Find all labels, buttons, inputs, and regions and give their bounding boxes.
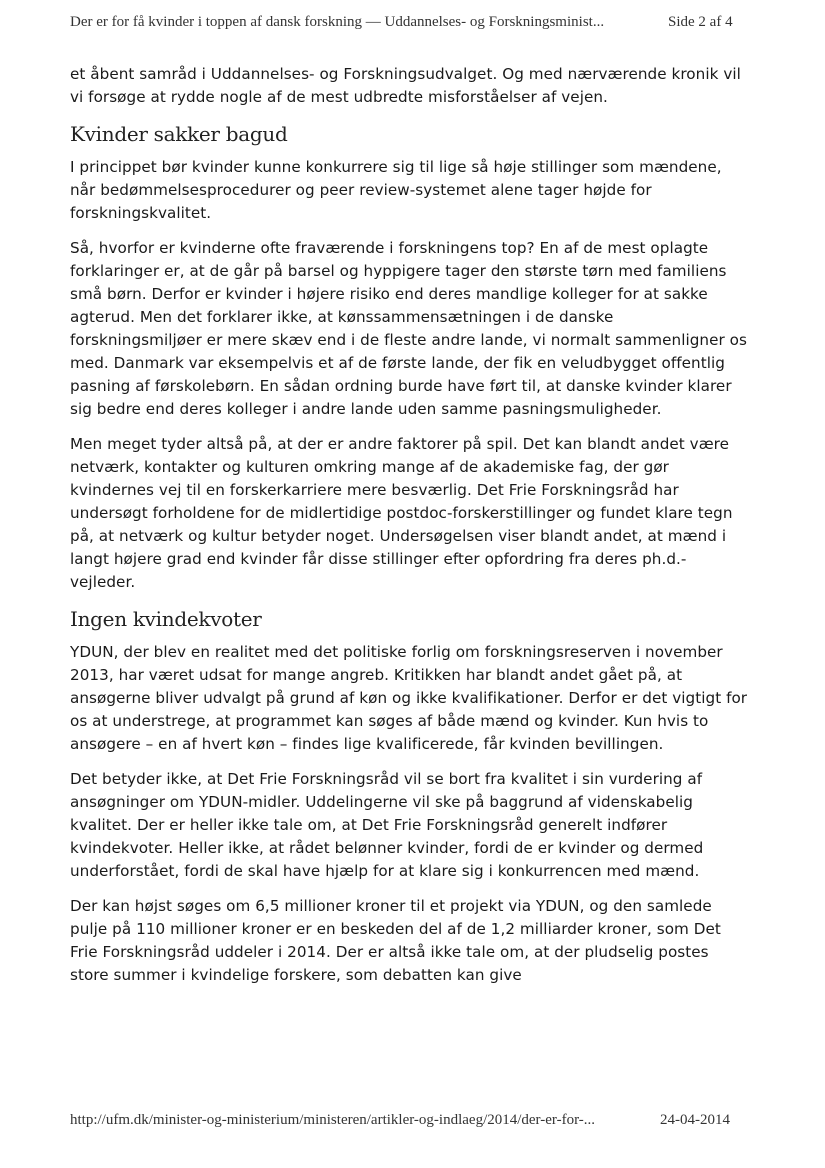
page-number: Side 2 af 4 [668, 14, 733, 30]
section-heading: Kvinder sakker bagud [70, 122, 288, 146]
print-header [0, 14, 825, 38]
page-url: http://ufm.dk/minister-og-ministerium/ministeren/artikler-og-indlaeg/2014/der-er-for-... [70, 1112, 596, 1128]
article-body [70, 63, 750, 999]
paragraph: Der kan højst søges om 6,5 millioner kroner til et projekt via YDUN, og den samlede pulje på 110 millioner kroner er en beskeden del af de 1,2 milliarder kroner, som Det Frie Forskningsråd uddeler i 2014. Der er altså ikke tale om, at der pludselig postes store summer i kvindelige forskere, som debatten kan give [70, 897, 721, 984]
paragraph: et åbent samråd i Uddannelses- og Forskningsudvalget. Og med nærværende kronik vil vi forsøge at rydde nogle af de mest udbredte misforståelser af vejen. [70, 65, 741, 106]
paragraph: I princippet bør kvinder kunne konkurrere sig til lige så høje stillinger som mændene, når bedømmelsesprocedurer og peer review-systemet alene tager højde for forskningskvalitet. [70, 158, 722, 222]
print-date: 24-04-2014 [660, 1112, 730, 1128]
paragraph: YDUN, der blev en realitet med det politiske forlig om forskningsreserven i november 2013, har været udsat for mange angreb. Kritikken har blandt andet gået på, at ansøgerne bliver udvalgt på grund af køn og ikke kvalifikationer. Derfor er det vigtigt for os at understrege, at programmet kan søges af både mænd og kvinder. Kun hvis to ansøgere – en af hvert køn – findes lige kvalificerede, får kvinden bevillingen. [70, 643, 748, 753]
print-footer [0, 1112, 825, 1136]
section-heading: Ingen kvindekvoter [70, 607, 262, 631]
paragraph: Men meget tyder altså på, at der er andre faktorer på spil. Det kan blandt andet være netværk, kontakter og kulturen omkring mange af de akademiske fag, der gør kvindernes vej til en forskerkarriere mere besværlig. Det Frie Forskningsråd har undersøgt forholdene for de midlertidige postdoc-forskerstillinger og fundet klare tegn på, at netværk og kultur betyder noget. Undersøgelsen viser blandt andet, at mænd i langt højere grad end kvinder får disse stillinger efter opfordring fra deres ph.d.-vejleder. [70, 435, 733, 591]
page-title: Der er for få kvinder i toppen af dansk forskning — Uddannelses- og Forskningsminist... [70, 14, 605, 30]
paragraph: Det betyder ikke, at Det Frie Forskningsråd vil se bort fra kvalitet i sin vurdering af ansøgninger om YDUN-midler. Uddelingerne vil ske på baggrund af videnskabelig kvalitet. Der er heller ikke tale om, at Det Frie Forskningsråd generelt indfører kvindekvoter. Heller ikke, at rådet belønner kvinder, fordi de er kvinder og dermed underforstået, fordi de skal have hjælp for at klare sig i konkurrencen med mænd. [70, 770, 704, 880]
paragraph: Så, hvorfor er kvinderne ofte fraværende i forskningens top? En af de mest oplagte forklaringer er, at de går på barsel og hyppigere tager den største tørn med familiens små børn. Derfor er kvinder i højere risiko end deres mandlige kolleger for at sakke agterud. Men det forklarer ikke, at kønssammensætningen i de danske forskningsmiljøer er mere skæv end i de fleste andre lande, vi normalt sammenligner os med. Danmark var eksempelvis et af de første lande, der fik en veludbygget offentlig pasning af førskolebørn. En sådan ordning burde have ført til, at danske kvinder klarer sig bedre end deres kolleger i andre lande uden samme pasningsmuligheder. [70, 239, 747, 418]
